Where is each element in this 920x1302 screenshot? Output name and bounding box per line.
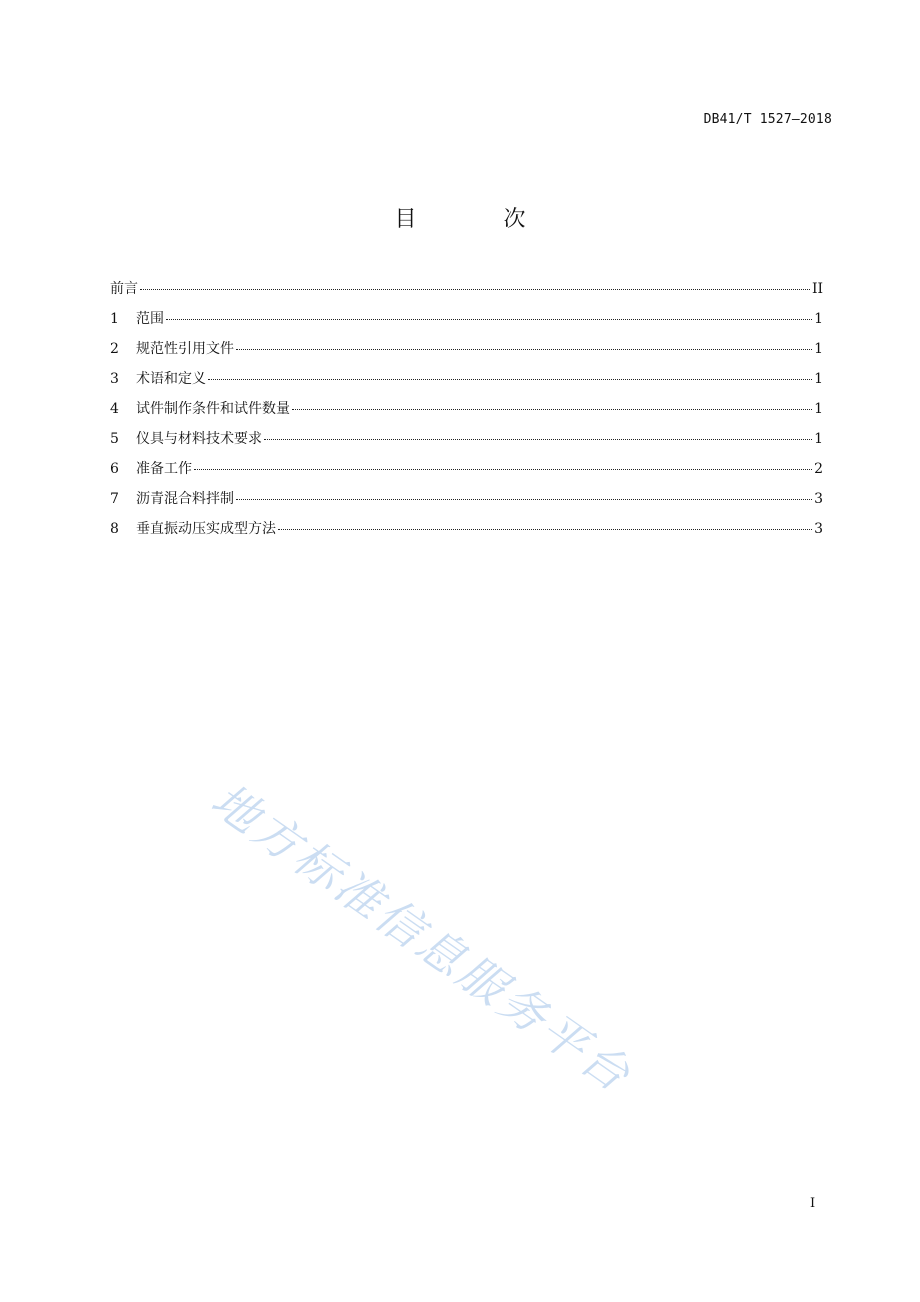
- toc-entry-number: 5: [110, 431, 119, 447]
- toc-entry-page: 1: [814, 401, 823, 417]
- toc-entry-foreword[interactable]: [110, 278, 823, 308]
- toc-entry-number: 2: [110, 341, 119, 357]
- toc-entry-number: 8: [110, 521, 119, 537]
- toc-entry-number: 6: [110, 461, 119, 477]
- toc-entry-page: 2: [814, 461, 823, 477]
- toc-entry-page: 1: [814, 371, 823, 387]
- toc-entry-asphalt-mixing[interactable]: [110, 488, 823, 518]
- table-of-contents: [110, 278, 823, 548]
- toc-dot-leader: [208, 379, 812, 380]
- toc-dot-leader: [278, 529, 812, 530]
- toc-dot-leader: [236, 499, 812, 500]
- toc-entry-normative-references[interactable]: [110, 338, 823, 368]
- page-number: I: [810, 1196, 816, 1211]
- toc-entry-page: 1: [814, 431, 823, 447]
- toc-entry-page: 1: [814, 311, 823, 327]
- toc-title: 目 次: [394, 207, 566, 232]
- toc-entry-label: 仪具与材料技术要求: [136, 431, 262, 447]
- toc-dot-leader: [292, 409, 812, 410]
- toc-entry-label: 前言: [110, 281, 138, 297]
- toc-dot-leader: [194, 469, 812, 470]
- toc-entry-page: 3: [814, 521, 823, 537]
- toc-entry-page: 3: [814, 491, 823, 507]
- toc-entry-terms-definitions[interactable]: [110, 368, 823, 398]
- toc-entry-page: 1: [814, 341, 823, 357]
- toc-entry-specimen-conditions[interactable]: [110, 398, 823, 428]
- toc-entry-number: 7: [110, 491, 119, 507]
- toc-entry-label: 术语和定义: [136, 371, 206, 387]
- toc-entry-label: 规范性引用文件: [136, 341, 234, 357]
- toc-dot-leader: [264, 439, 812, 440]
- toc-entry-label: 试件制作条件和试件数量: [136, 401, 290, 417]
- toc-entry-preparation[interactable]: [110, 458, 823, 488]
- toc-entry-label: 垂直振动压实成型方法: [136, 521, 276, 537]
- toc-entry-scope[interactable]: [110, 308, 823, 338]
- toc-entry-vertical-vibration-compaction[interactable]: [110, 518, 823, 548]
- toc-entry-label: 沥青混合料拌制: [136, 491, 234, 507]
- toc-entry-label: 范围: [136, 311, 164, 327]
- toc-dot-leader: [166, 319, 812, 320]
- toc-entry-apparatus-materials[interactable]: [110, 428, 823, 458]
- toc-entry-label: 准备工作: [136, 461, 192, 477]
- toc-entry-number: 4: [110, 401, 119, 417]
- toc-dot-leader: [236, 349, 812, 350]
- toc-entry-number: 1: [110, 311, 119, 327]
- toc-entry-page: II: [811, 281, 823, 297]
- toc-dot-leader: [140, 289, 810, 290]
- toc-entry-number: 3: [110, 371, 119, 387]
- watermark-text: 地方标准信息服务平台: [201, 772, 643, 1104]
- document-code: DB41/T 1527—2018: [703, 112, 832, 127]
